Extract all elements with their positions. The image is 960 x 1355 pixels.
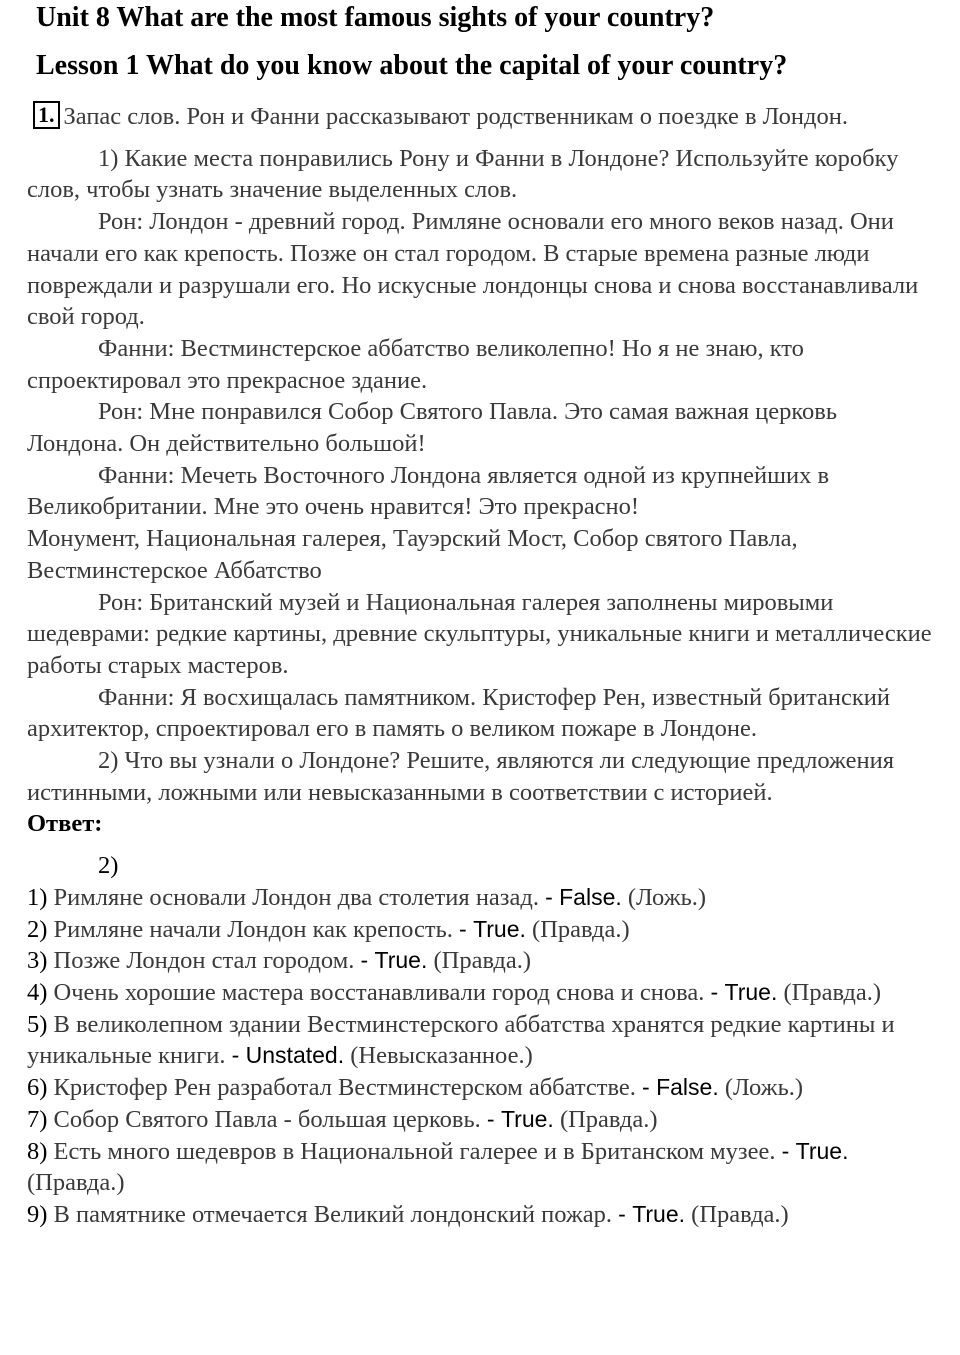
task-paragraph: 2) Что вы узнали о Лондоне? Решите, являются ли следующие предложения истинными, ложными или невысказанными в соответствии с историей. <box>27 747 894 806</box>
item-number: 5) <box>27 1010 48 1038</box>
item-verdict: - True. <box>360 947 428 974</box>
answer-item <box>27 977 937 1009</box>
spacer <box>27 840 937 850</box>
item-verdict: - False. <box>642 1074 719 1101</box>
answer-item <box>27 1072 937 1104</box>
exercise-number-badge: 1. <box>33 101 60 129</box>
item-number: 4) <box>27 978 48 1006</box>
spacer <box>27 133 937 143</box>
item-text: Римляне основали Лондон два столетия назад. <box>53 883 539 911</box>
item-text: Есть много шедевров в Национальной галерее и в Британском музее. <box>53 1137 776 1165</box>
unit-title: Unit 8 What are the most famous sights of your country? <box>36 2 715 33</box>
answer-part: 2) <box>98 852 119 880</box>
answer-item <box>27 1104 937 1136</box>
answer-item <box>27 945 937 977</box>
item-translation: (Невысказанное.) <box>350 1042 533 1070</box>
story-paragraph: Рон: Лондон - древний город. Римляне основали его много веков назад. Они начали его как крепость. Позже он стал городом. В старые времена разные люди повреждали и разрушали его. Но искусные лондонцы снова и снова восстанавливали свой город. <box>27 208 919 331</box>
answer-item <box>27 882 937 914</box>
item-translation: (Правда.) <box>433 947 532 975</box>
exercise-intro-text: Запас слов. Рон и Фанни рассказывают родственникам о поездке в Лондон. <box>63 103 848 130</box>
story-paragraph: Фанни: Мечеть Восточного Лондона является одной из крупнейших в Великобритании. Мне это очень нравится! Это прекрасно! <box>27 461 830 521</box>
item-text: В великолепном здании Вестминстерского аббатства хранятся редкие картины и уникальные книги. <box>27 1010 895 1070</box>
item-translation: (Ложь.) <box>627 883 707 911</box>
item-verdict: - True. <box>459 915 526 942</box>
item-number: 6) <box>27 1074 48 1102</box>
item-text: Очень хорошие мастера восстанавливали город снова и снова. <box>53 978 705 1006</box>
item-verdict: - True. <box>781 1137 849 1164</box>
item-number: 1) <box>27 883 48 911</box>
item-number: 3) <box>27 947 48 975</box>
item-translation: (Ложь.) <box>724 1074 804 1102</box>
lesson-title: Lesson 1 What do you know about the capital of your country? <box>36 50 788 81</box>
item-verdict: - True. <box>710 978 778 1005</box>
story-paragraph: Фанни: Я восхищалась памятником. Кристофер Рен, известный британский архитектор, спроектировал его в память о великом пожаре в Лондоне. <box>27 683 891 743</box>
exercise-intro <box>27 101 937 133</box>
answer-item <box>27 1009 937 1072</box>
item-text: В памятнике отмечается Великий лондонский пожар. <box>53 1200 613 1228</box>
item-translation: (Правда.) <box>783 978 882 1006</box>
item-text: Кристофер Рен разработал Вестминстерском аббатстве. <box>53 1074 636 1102</box>
item-verdict: - True. <box>486 1105 554 1132</box>
item-number: 7) <box>27 1105 48 1133</box>
item-number: 2) <box>27 915 48 943</box>
word-box: Монумент, Национальная галерея, Тауэрский Мост, Собор святого Павла, Вестминстерское Аббатство <box>27 525 798 584</box>
story-paragraph: Фанни: Вестминстерское аббатство великолепно! Но я не знаю, кто спроектировал это прекрасное здание. <box>27 334 804 394</box>
answer-list <box>27 882 937 1231</box>
item-translation: (Правда.) <box>559 1105 658 1133</box>
item-verdict: - True. <box>618 1200 686 1227</box>
item-translation: (Правда.) <box>691 1200 789 1228</box>
item-text: Собор Святого Павла - большая церковь. <box>53 1105 481 1133</box>
task-paragraph: 1) Какие места понравились Рону и Фанни в Лондоне? Используйте коробку слов, чтобы узнать значение выделенных слов. <box>27 144 899 204</box>
item-verdict: - Unstated. <box>231 1042 345 1069</box>
answer-item <box>27 914 937 946</box>
item-number: 8) <box>27 1137 48 1165</box>
story-paragraph: Рон: Мне понравился Собор Святого Павла. Это самая важная церковь Лондона. Он действительно большой! <box>27 398 838 458</box>
item-verdict: - False. <box>545 883 622 910</box>
item-number: 9) <box>27 1200 48 1228</box>
answer-item <box>27 1136 937 1199</box>
document-body <box>27 101 937 1231</box>
item-translation: (Правда.) <box>532 915 630 943</box>
story-paragraph: Рон: Британский музей и Национальная галерея заполнены мировыми шедеврами: редкие картины, древние скульптуры, уникальные книги и металлические работы старых мастеров. <box>27 588 932 679</box>
item-text: Римляне начали Лондон как крепость. <box>53 915 453 943</box>
item-translation: (Правда.) <box>27 1169 125 1197</box>
answer-item <box>27 1199 937 1231</box>
answer-label: Ответ: <box>27 810 103 838</box>
item-text: Позже Лондон стал городом. <box>53 947 355 975</box>
